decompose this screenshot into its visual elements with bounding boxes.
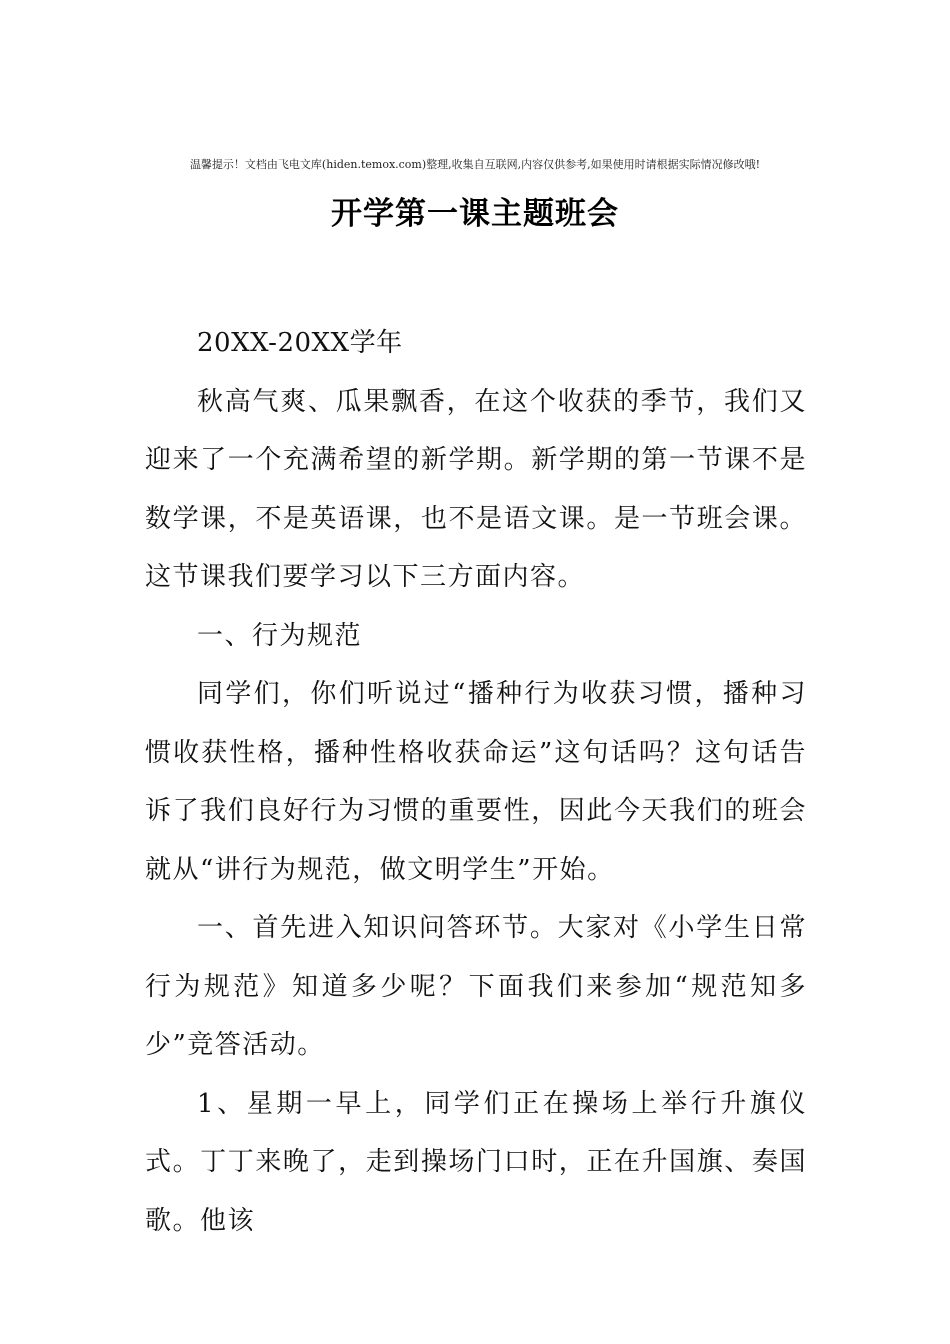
body-paragraph: 一、首先进入知识问答环节。大家对《小学生日常行为规范》知道多少呢？下面我们来参加“规范知多少”竞答活动。 [145,913,807,1060]
body-paragraph: 1、星期一早上，同学们正在操场上举行升旗仪式。丁丁来晚了，走到操场门口时，正在升国旗、奏国歌。他该 [145,1088,807,1236]
school-year-line: 20XX-20XX学年 [197,328,403,358]
body-paragraph: 同学们，你们听说过“播种行为收获习惯，播种习惯收获性格，播种性格收获命运”这句话吗？这句话告诉了我们良好行为习惯的重要性，因此今天我们的班会就从“讲行为规范，做文明学生”开始。 [145,679,807,885]
intro-paragraph: 秋高气爽、瓜果飘香，在这个收获的季节，我们又迎来了一个充满希望的新学期。新学期的第一节课不是数学课，不是英语课，也不是语文课。是一节班会课。这节课我们要学习以下三方面内容。 [145,386,807,592]
document-body [145,314,807,1250]
document-title: 开学第一课主题班会 [331,196,619,232]
section-heading: 一、行为规范 [197,620,363,651]
header-notice: 温馨提示！文档由飞电文库(hiden.temox.com)整理,收集自互联网,内容仅供参考,如果使用时请根据实际情况修改哦! [189,158,761,171]
